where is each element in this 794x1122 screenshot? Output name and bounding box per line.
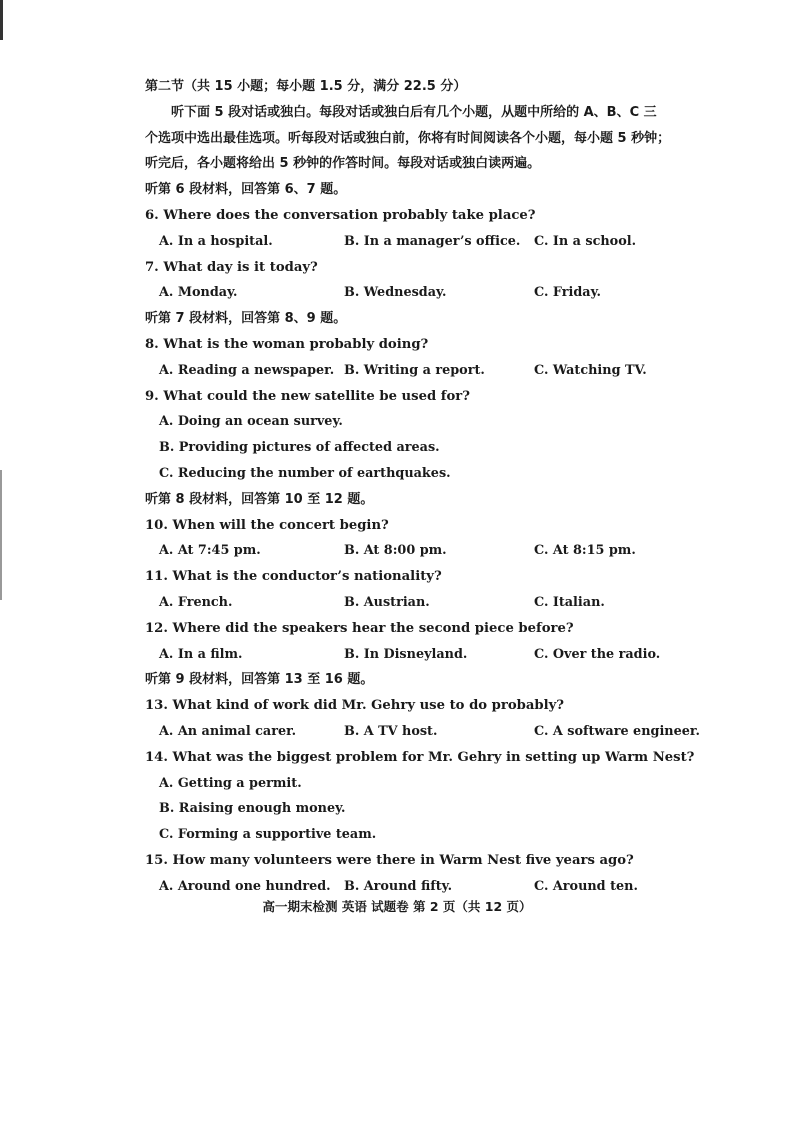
group-label: 听第 8 段材料，回答第 10 至 12 题。 [145, 491, 374, 507]
question-options [145, 358, 705, 384]
question-options [145, 874, 705, 900]
option-c[interactable]: C. Friday. [534, 285, 601, 301]
option-c[interactable]: C. Around ten. [534, 878, 638, 894]
option-a[interactable]: A. Monday. [159, 285, 238, 301]
option-b[interactable]: B. A TV host. [344, 723, 438, 739]
option-b[interactable]: B. Providing pictures of affected areas. [159, 440, 440, 456]
option-c[interactable]: C. In a school. [534, 233, 637, 249]
option-a[interactable]: A. Getting a permit. [159, 775, 302, 791]
option-c[interactable]: C. Over the radio. [534, 646, 661, 662]
option-c[interactable]: C. Italian. [534, 594, 605, 610]
question-text: 10. When will the concert begin? [145, 517, 389, 533]
option-a[interactable]: A. At 7:45 pm. [159, 543, 261, 559]
question-text: 11. What is the conductor’s nationality? [145, 569, 442, 585]
question-text: 13. What kind of work did Mr. Gehry use to do probably? [145, 698, 565, 714]
option-a[interactable]: A. In a hospital. [159, 233, 273, 249]
section-heading: 第二节（共 15 小题；每小题 1.5 分，满分 22.5 分） [145, 79, 467, 94]
option-a[interactable]: A. French. [159, 594, 233, 610]
option-b[interactable]: B. Raising enough money. [159, 801, 346, 817]
listening-section [145, 74, 705, 900]
question-text: 14. What was the biggest problem for Mr. Gehry in setting up Warm Nest? [145, 749, 695, 765]
question-text: 7. What day is it today? [145, 259, 318, 275]
section-instructions-line: 个选项中选出最佳选项。听每段对话或独白前，你将有时间阅读各个小题，每小题 5 秒钟； [145, 130, 671, 146]
question-text: 9. What could the new satellite be used for? [145, 388, 470, 404]
option-b[interactable]: B. Writing a report. [344, 362, 485, 378]
option-a[interactable]: A. Reading a newspaper. [159, 362, 335, 378]
question-text: 15. How many volunteers were there in Warm Nest five years ago? [145, 852, 634, 868]
option-c[interactable]: C. A software engineer. [534, 723, 700, 739]
group-label: 听第 6 段材料，回答第 6、7 题。 [145, 182, 347, 198]
scan-edge-mark [0, 470, 2, 600]
question-options [145, 642, 705, 668]
option-b[interactable]: B. In Disneyland. [344, 646, 468, 662]
option-a[interactable]: A. An animal carer. [159, 723, 297, 739]
option-b[interactable]: B. Austrian. [344, 594, 430, 610]
option-c[interactable]: C. Reducing the number of earthquakes. [159, 465, 451, 481]
page-footer: 高一期末检测 英语 试题卷 第 2 页（共 12 页） [262, 899, 532, 914]
option-b[interactable]: B. Wednesday. [344, 285, 447, 301]
option-b[interactable]: B. In a manager’s office. [344, 233, 521, 249]
option-a[interactable]: A. Doing an ocean survey. [159, 414, 343, 430]
question-options [145, 590, 705, 616]
section-instructions-line: 听下面 5 段对话或独白。每段对话或独白后有几个小题，从题中所给的 A、B、C 三 [171, 104, 657, 120]
question-options [145, 280, 705, 306]
question-text: 8. What is the woman probably doing? [145, 336, 429, 352]
scan-edge-mark [0, 0, 3, 40]
question-text: 6. Where does the conversation probably take place? [145, 207, 536, 223]
group-label: 听第 7 段材料，回答第 8、9 题。 [145, 311, 347, 327]
question-options [145, 229, 705, 255]
option-c[interactable]: C. At 8:15 pm. [534, 543, 636, 559]
option-b[interactable]: B. Around fifty. [344, 878, 453, 894]
option-a[interactable]: A. Around one hundred. [159, 878, 331, 894]
option-a[interactable]: A. In a film. [159, 646, 243, 662]
option-c[interactable]: C. Watching TV. [534, 362, 647, 378]
question-options [145, 538, 705, 564]
question-text: 12. Where did the speakers hear the second piece before? [145, 620, 574, 636]
option-c[interactable]: C. Forming a supportive team. [159, 827, 377, 843]
option-b[interactable]: B. At 8:00 pm. [344, 543, 447, 559]
section-instructions-line: 听完后，各小题将给出 5 秒钟的作答时间。每段对话或独白读两遍。 [145, 156, 541, 172]
question-options [145, 719, 705, 745]
group-label: 听第 9 段材料，回答第 13 至 16 题。 [145, 672, 374, 688]
